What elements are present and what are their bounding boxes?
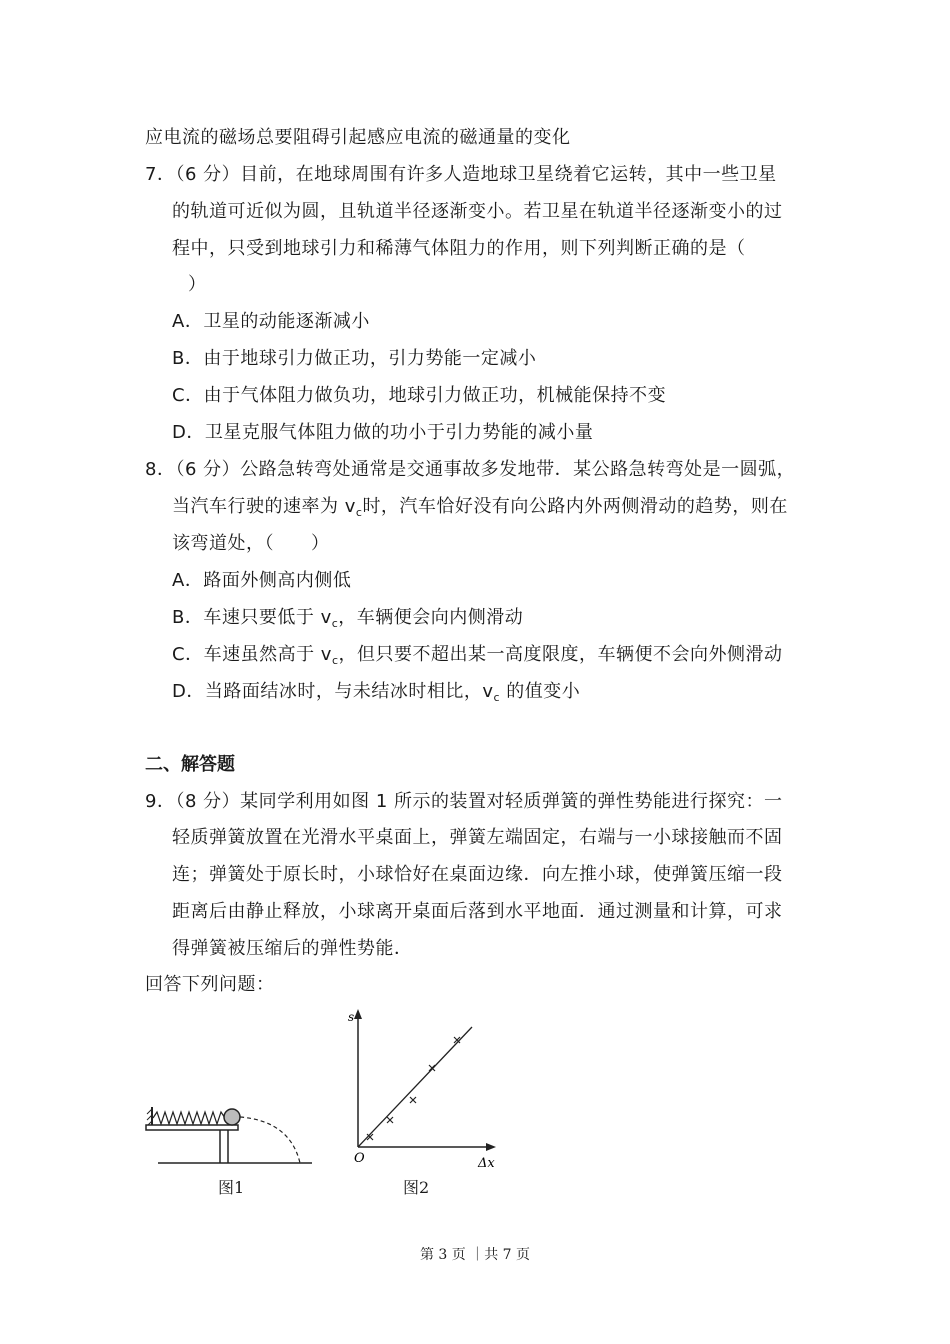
figure-1-apparatus	[140, 1085, 320, 1175]
q9-line-6: 回答下列问题：	[145, 974, 275, 995]
intro-line: 应电流的磁场总要阻碍引起感应电流的磁通量的变化	[145, 127, 571, 148]
q9-line-1: 9．（8 分）某同学利用如图 1 所示的装置对轻质弹簧的弹性势能进行探究：一	[145, 791, 783, 812]
data-point	[387, 1117, 393, 1123]
y-axis-label: s	[348, 1010, 355, 1024]
figure-2-caption: 图2	[403, 1178, 430, 1197]
figure-1-caption: 图1	[218, 1178, 245, 1197]
section-heading: 二、解答题	[145, 754, 235, 775]
q7-line-4: ）	[188, 274, 207, 295]
q7-line-2: 的轨道可近似为圆，且轨道半径逐渐变小。若卫星在轨道半径逐渐变小的过	[172, 201, 783, 222]
q7-option-a: A．卫星的动能逐渐减小	[172, 311, 370, 332]
q7-option-c: C．由于气体阻力做负功，地球引力做正功，机械能保持不变	[172, 385, 667, 406]
figure-2-graph	[330, 1005, 510, 1175]
data-point	[410, 1097, 416, 1103]
q9-line-2: 轻质弹簧放置在光滑水平桌面上，弹簧左端固定，右端与一小球接触而不固	[172, 827, 783, 848]
q7-option-b: B．由于地球引力做正功，引力势能一定减小	[172, 348, 537, 369]
q9-line-5: 得弹簧被压缩后的弹性势能．	[172, 938, 413, 959]
origin-label: O	[354, 1151, 365, 1166]
q7-line-3: 程中，只受到地球引力和稀薄气体阻力的作用，则下列判断正确的是（	[172, 238, 746, 259]
q8-option-c: C．车速虽然高于 $v_c$，但只要不超出某一高度限度，车辆便不会向外侧滑动	[172, 644, 783, 667]
data-point	[429, 1065, 435, 1071]
q8-option-d: D．当路面结冰时，与未结冰时相比，$v_c$ 的值变小	[172, 681, 581, 704]
q9-line-4: 距离后由静止释放，小球离开桌面后落到水平地面．通过测量和计算，可求	[172, 901, 783, 922]
q7-option-d: D．卫星克服气体阻力做的功小于引力势能的减小量	[172, 422, 594, 443]
q8-line-3: 该弯道处，（ ）	[172, 533, 330, 554]
x-axis-label: Δx	[478, 1156, 495, 1171]
q8-option-b: B．车速只要低于 $v_c$，车辆便会向内侧滑动	[172, 607, 524, 630]
q8-option-a: A．路面外侧高内侧低	[172, 570, 352, 591]
q8-line-2: 当汽车行驶的速率为 $v_c$时，汽车恰好没有向公路内外两侧滑动的趋势，则在	[172, 496, 788, 519]
q7-line-1: 7．（6 分）目前，在地球周围有许多人造地球卫星绕着它运转，其中一些卫星	[145, 164, 777, 185]
q9-line-3: 连；弹簧处于原长时，小球恰好在桌面边缘．向左推小球，使弹簧压缩一段	[172, 864, 783, 885]
q8-line-1: 8．（6 分）公路急转弯处通常是交通事故多发地带．某公路急转弯处是一圆弧，	[145, 459, 796, 480]
page-footer: 第 3 页 ｜共 7 页	[419, 1247, 531, 1263]
